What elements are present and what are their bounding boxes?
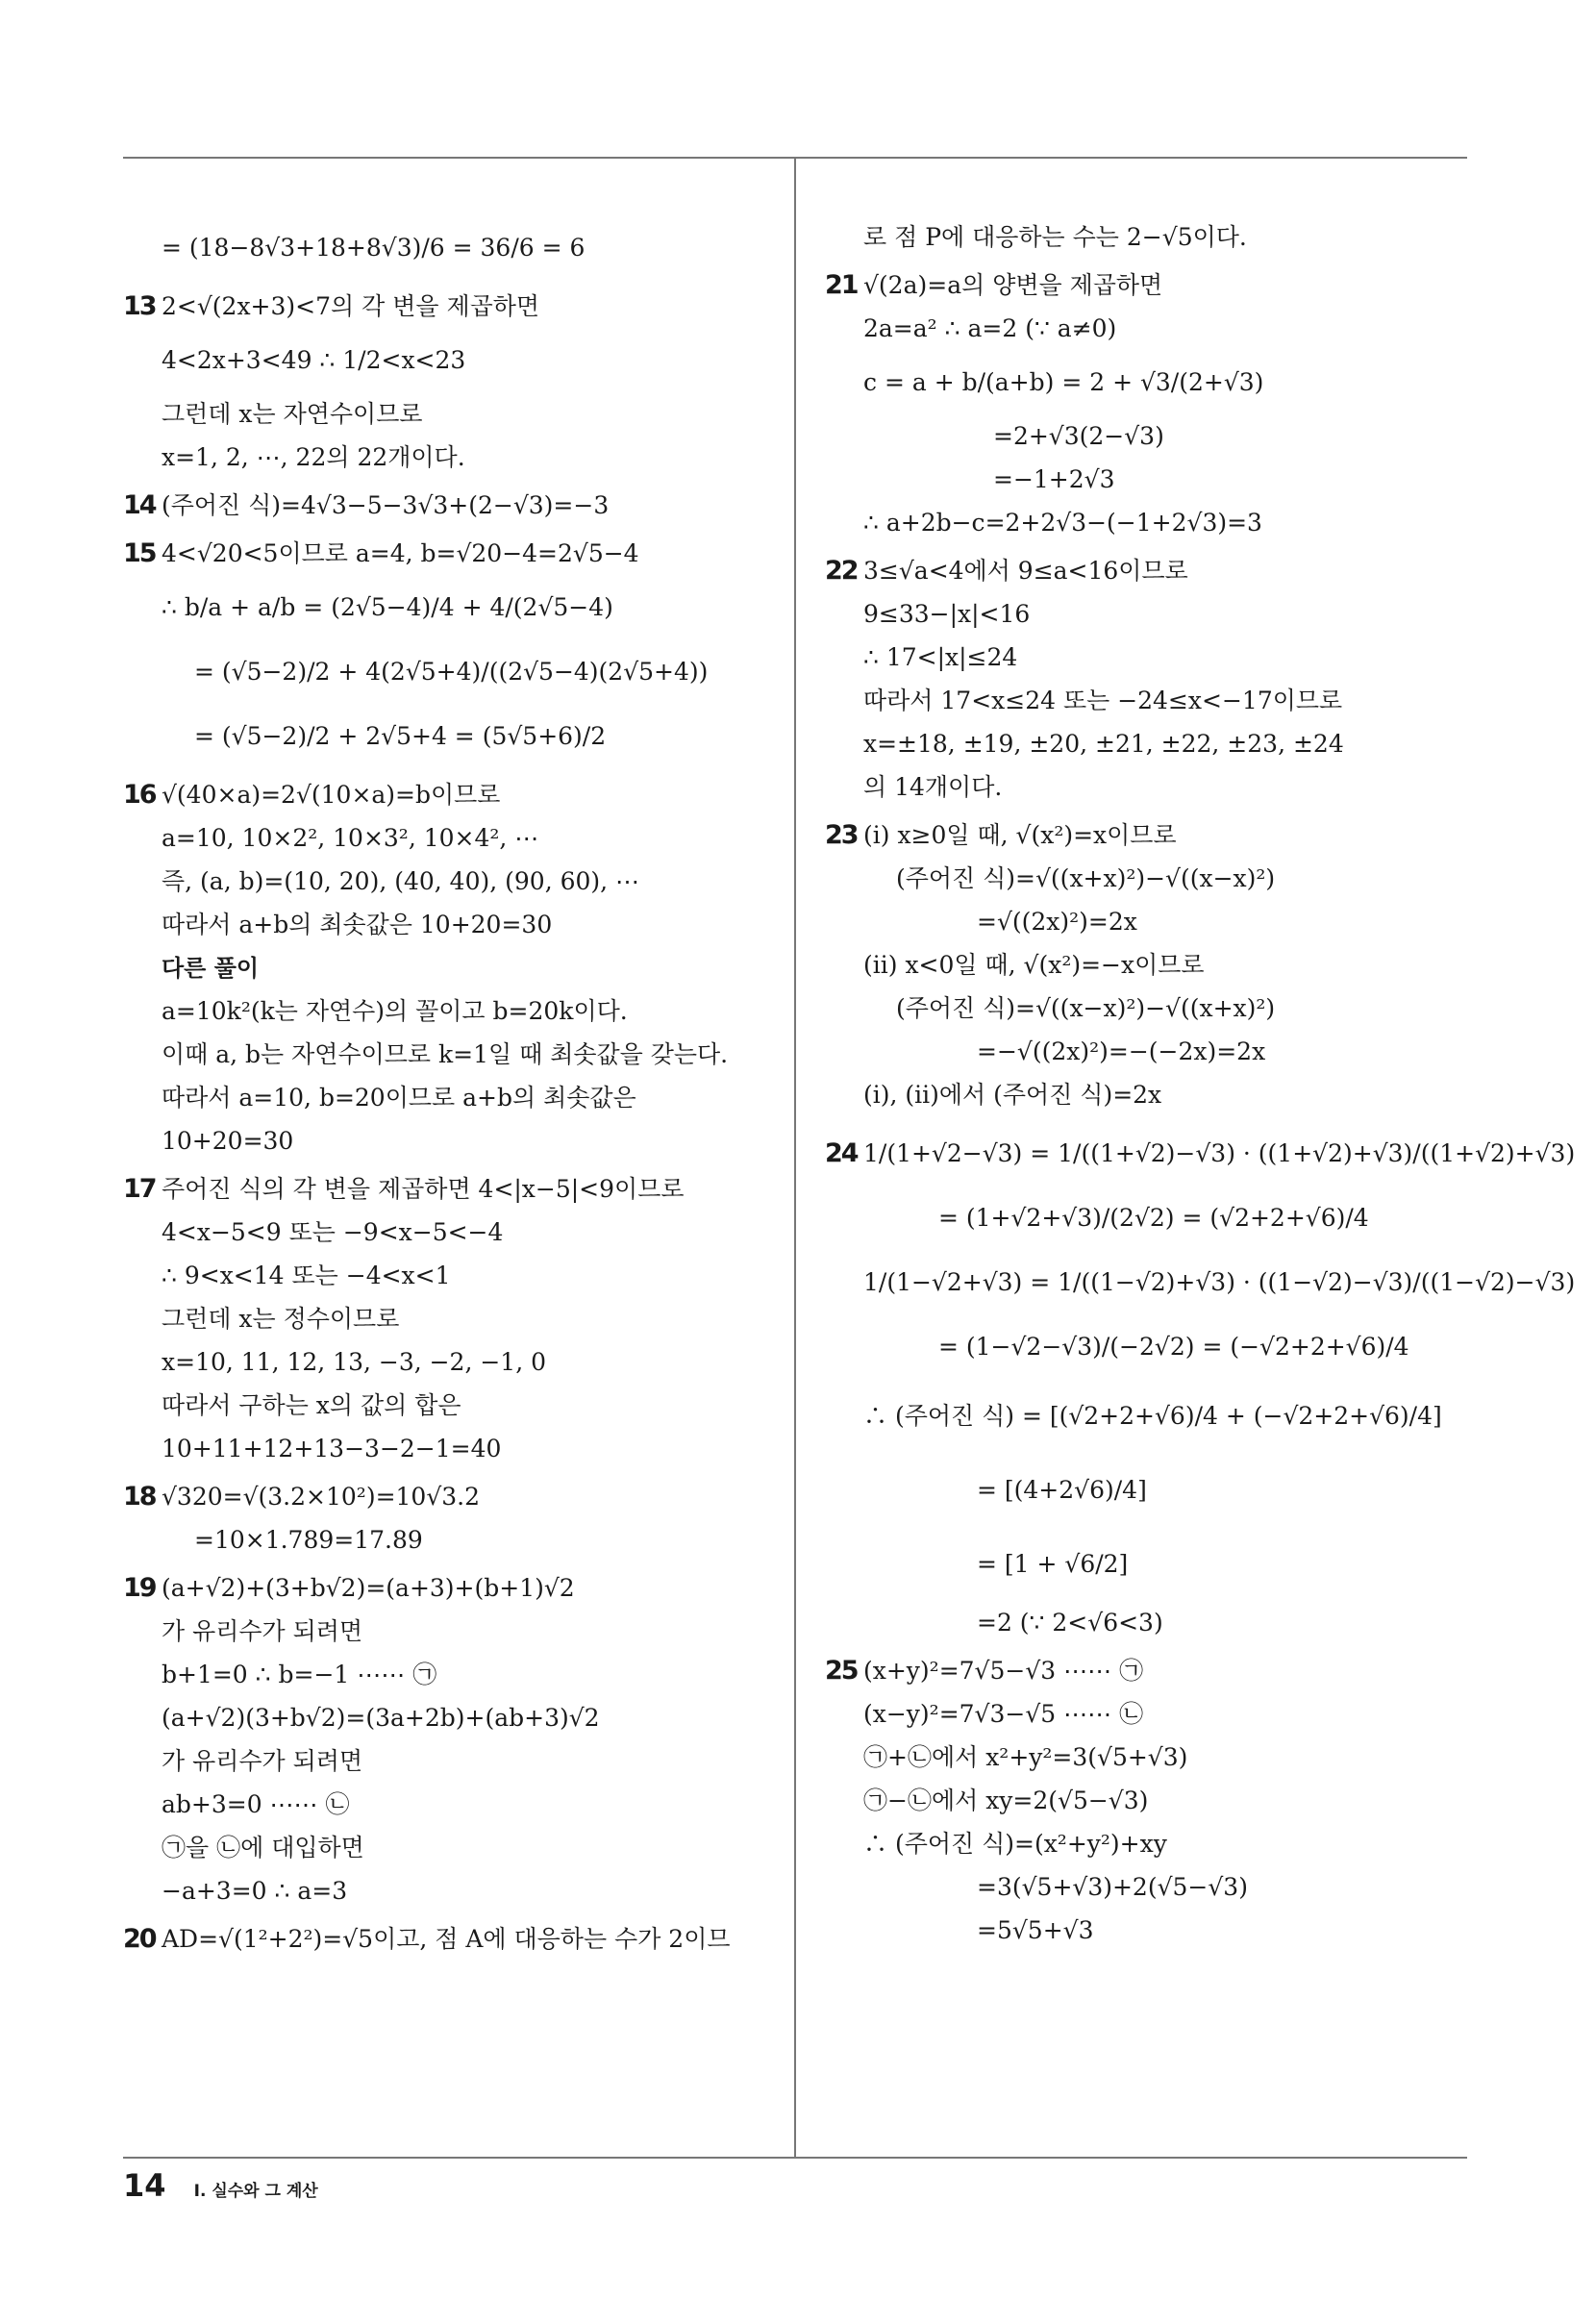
section-label: Ⅰ. 실수와 그 계산 — [193, 2182, 318, 2201]
problem-25: 25 (x+y)²=7√5−√3 ⋯⋯ ㉠ — [825, 1656, 1144, 1686]
problem-18: 18 √320=√(3.2×10²)=10√3.2 — [123, 1482, 481, 1512]
problem-23: 23 (ⅰ) x≥0일 때, √(x²)=x이므로 — [825, 820, 1177, 850]
r14: (주어진 식)=√((x+x)²)−√((x−x)²) — [896, 864, 1276, 892]
l13: 따라서 a+b의 최솟값은 10+20=30 — [162, 911, 553, 938]
r15: =√((2x)²)=2x — [977, 908, 1137, 936]
l4: x=1, 2, ⋯, 22의 22개이다. — [162, 443, 465, 471]
problem-22: 22 3≤√a<4에서 9≤a<16이므로 — [825, 556, 1188, 586]
l29: 가 유리수가 되려면 — [162, 1617, 363, 1645]
problem-20: 20 AD=√(1²+2²)=√5이고, 점 A에 대응하는 수가 2이므 — [123, 1924, 731, 1954]
r31: ㉠−㉡에서 xy=2(√5−√3) — [863, 1787, 1149, 1814]
l16: 이때 a, b는 자연수이므로 k=1일 때 최솟값을 갖는다. — [162, 1040, 729, 1068]
r30: ㉠+㉡에서 x²+y²=3(√5+√3) — [863, 1743, 1188, 1771]
r4: =2+√3(2−√3) — [993, 422, 1164, 450]
r33: =3(√5+√3)+2(√5−√3) — [977, 1873, 1248, 1901]
r0: 로 점 P에 대응하는 수는 2−√5이다. — [863, 223, 1247, 251]
l20: 4<x−5<9 또는 −9<x−5<−4 — [162, 1218, 504, 1246]
l3: 그런데 x는 자연수이므로 — [162, 400, 423, 428]
left-column — [123, 223, 769, 1968]
problem-21: 21 √(2a)=a의 양변을 제곱하면 — [825, 270, 1163, 300]
l17: 따라서 a=10, b=20이므로 a+b의 최솟값은 — [162, 1084, 636, 1112]
problem-15: 15 4<√20<5이므로 a=4, b=√20−4=2√5−4 — [123, 538, 639, 568]
r24: ∴ (주어진 식) = [(√2+2+√6)/4 + (−√2+2+√6)/4] — [863, 1402, 1442, 1430]
l31: (a+√2)(3+b√2)=(3a+2b)+(ab+3)√2 — [162, 1704, 600, 1732]
l27: =10×1.789=17.89 — [194, 1526, 423, 1554]
r18: =−√((2x)²)=−(−2x)=2x — [977, 1037, 1266, 1065]
r16: (ⅱ) x<0일 때, √(x²)=−x이므로 — [863, 951, 1205, 979]
problem-24: 24 1/(1+√2−√3) = 1/((1+√2)−√3) · ((1+√2)+√3)/((1+√2)+√3) — [825, 1138, 1576, 1168]
page-number: 14 — [123, 2167, 166, 2204]
l22: 그런데 x는 정수이므로 — [162, 1305, 400, 1333]
l34: ㉠을 ㉡에 대입하면 — [162, 1834, 364, 1862]
l9: = (√5−2)/2 + 2√5+4 = (5√5+6)/2 — [194, 722, 607, 750]
r23: = (1−√2−√3)/(−2√2) = (−√2+2+√6)/4 — [938, 1333, 1409, 1361]
problem-14: 14 (주어진 식)=4√3−5−3√3+(2−√3)=−3 — [123, 490, 610, 520]
r11: x=±18, ±19, ±20, ±21, ±22, ±23, ±24 — [863, 730, 1344, 758]
r22: 1/(1−√2+√3) = 1/((1−√2)+√3) · ((1−√2)−√3)/((1−√2)−√3) — [863, 1268, 1576, 1296]
l0: = (18−8√3+18+8√3)/6 = 36/6 = 6 — [162, 234, 586, 262]
r2: 2a=a² ∴ a=2 (∵ a≠0) — [863, 314, 1117, 342]
l8: = (√5−2)/2 + 4(2√5+4)/((2√5−4)(2√5+4)) — [194, 658, 709, 686]
l25: 10+11+12+13−3−2−1=40 — [162, 1435, 502, 1462]
r27: =2 (∵ 2<√6<3) — [977, 1609, 1163, 1637]
problem-19: 19 (a+√2)+(3+b√2)=(a+3)+(b+1)√2 — [123, 1573, 575, 1603]
r9: ∴ 17<|x|≤24 — [863, 643, 1018, 671]
l35: −a+3=0 ∴ a=3 — [162, 1877, 348, 1905]
l24: 따라서 구하는 x의 값의 합은 — [162, 1391, 461, 1419]
l21: ∴ 9<x<14 또는 −4<x<1 — [162, 1262, 451, 1289]
r6: ∴ a+2b−c=2+2√3−(−1+2√3)=3 — [863, 509, 1262, 537]
page-footer — [123, 2166, 318, 2205]
l2: 4<2x+3<49 ∴ 1/2<x<23 — [162, 346, 466, 374]
r3: c = a + b/(a+b) = 2 + √3/(2+√3) — [863, 368, 1264, 396]
r5: =−1+2√3 — [993, 465, 1115, 493]
r29: (x−y)²=7√3−√5 ⋯⋯ ㉡ — [863, 1700, 1144, 1728]
l11: a=10, 10×2², 10×3², 10×4², ⋯ — [162, 824, 539, 852]
l12: 즉, (a, b)=(10, 20), (40, 40), (90, 60), ⋯ — [162, 867, 640, 895]
r17: (주어진 식)=√((x−x)²)−√((x+x)²) — [896, 994, 1276, 1022]
alternative-solution-heading: 다른 풀이 — [162, 955, 260, 982]
bottom-rule — [123, 2157, 1467, 2159]
column-divider — [794, 157, 796, 2157]
r21: = (1+√2+√3)/(2√2) = (√2+2+√6)/4 — [938, 1204, 1369, 1232]
l18: 10+20=30 — [162, 1127, 294, 1155]
problem-13: 13 2<√(2x+3)<7의 각 변을 제곱하면 — [123, 291, 540, 321]
problem-16: 16 √(40×a)=2√(10×a)=b이므로 — [123, 780, 501, 810]
l23: x=10, 11, 12, 13, −3, −2, −1, 0 — [162, 1348, 547, 1376]
r26: = [1 + √6/2] — [977, 1550, 1129, 1578]
l7: ∴ b/a + a/b = (2√5−4)/4 + 4/(2√5−4) — [162, 593, 613, 621]
r8: 9≤33−|x|<16 — [863, 600, 1031, 628]
l32: 가 유리수가 되려면 — [162, 1747, 363, 1775]
r19: (ⅰ), (ⅱ)에서 (주어진 식)=2x — [863, 1081, 1162, 1109]
r12: 의 14개이다. — [863, 773, 1003, 801]
r32: ∴ (주어진 식)=(x²+y²)+xy — [863, 1830, 1167, 1858]
right-column — [825, 223, 1576, 1960]
r25: = [(4+2√6)/4] — [977, 1476, 1147, 1504]
l33: ab+3=0 ⋯⋯ ㉡ — [162, 1790, 350, 1818]
l30: b+1=0 ∴ b=−1 ⋯⋯ ㉠ — [162, 1661, 437, 1688]
r34: =5√5+√3 — [977, 1916, 1094, 1944]
r10: 따라서 17<x≤24 또는 −24≤x<−17이므로 — [863, 687, 1343, 714]
problem-17: 17 주어진 식의 각 변을 제곱하면 4<|x−5|<9이므로 — [123, 1174, 685, 1204]
l15: a=10k²(k는 자연수)의 꼴이고 b=20k이다. — [162, 997, 628, 1025]
